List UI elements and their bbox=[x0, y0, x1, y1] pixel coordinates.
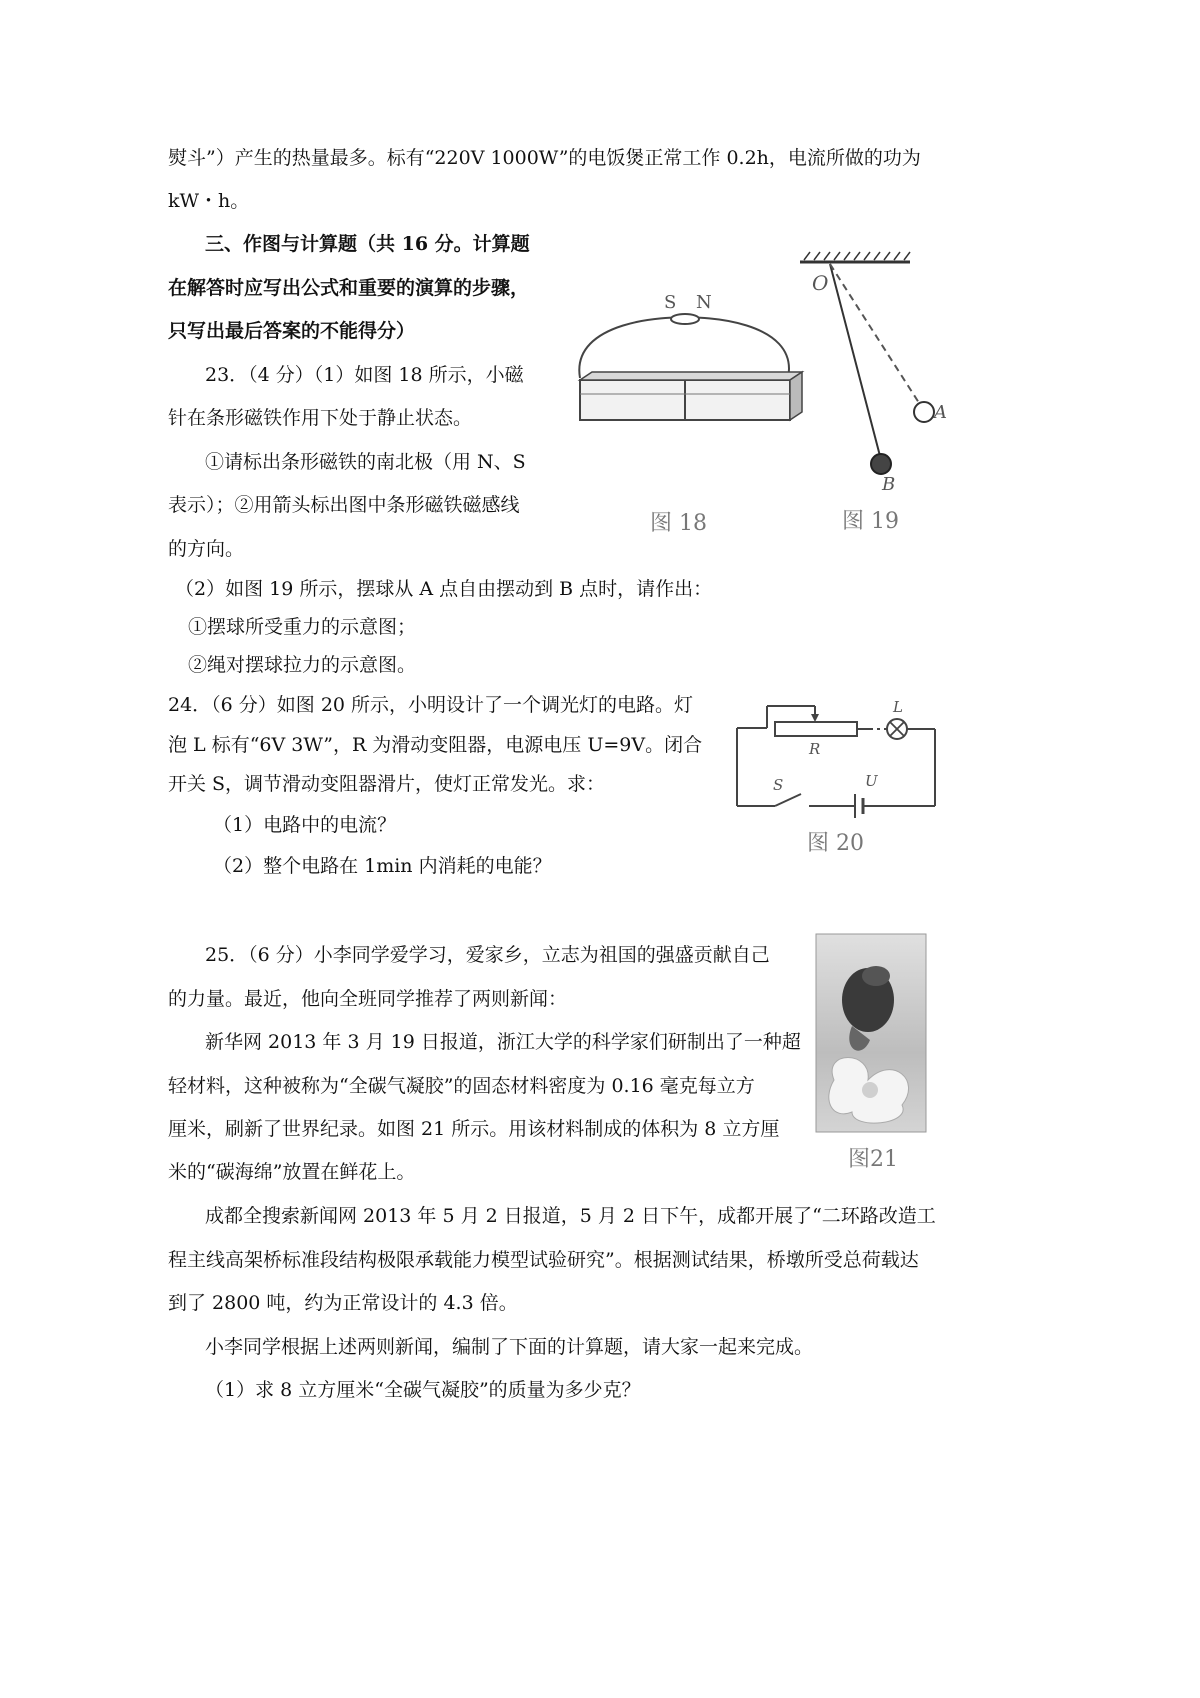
bar-magnet-right bbox=[685, 380, 790, 420]
label-u: U bbox=[865, 772, 878, 790]
label-r: R bbox=[809, 740, 821, 758]
ball-b bbox=[871, 454, 891, 474]
q23-line-1: 23．（4 分）（1）如图 18 所示，小磁 bbox=[205, 364, 524, 386]
text-line-1: 熨斗”）产生的热量最多。标有“220V 1000W”的电饭煲正常工作 0.2h，电流所做的功为 bbox=[168, 147, 921, 169]
q25-line-5: 厘米，刷新了世界纪录。如图 21 所示。用该材料制成的体积为 8 立方厘 bbox=[168, 1118, 780, 1140]
q25-line-11: （1）求 8 立方厘米“全碳气凝胶”的质量为多少克？ bbox=[205, 1379, 641, 1401]
section-heading-2: 在解答时应写出公式和重要的演算的步骤， bbox=[168, 277, 530, 299]
q24-sub-2: （2）整个电路在 1min 内消耗的电能？ bbox=[213, 855, 552, 877]
q25-line-10: 小李同学根据上述两则新闻，编制了下面的计算题，请大家一起来完成。 bbox=[205, 1336, 814, 1358]
q23-part2-line-1: （2）如图 19 所示，摆球从 A 点自由摆动到 B 点时，请作出： bbox=[175, 578, 713, 600]
q25-line-3: 新华网 2013 年 3 月 19 日报道，浙江大学的科学家们研制出了一种超 bbox=[205, 1031, 801, 1053]
q25-line-1: 25．（6 分）小李同学爱学习，爱家乡，立志为祖国的强盛贡献自己 bbox=[205, 944, 770, 966]
q23-part2-line-3: ②绳对摆球拉力的示意图。 bbox=[188, 654, 417, 676]
q23-line-5: 的方向。 bbox=[168, 538, 245, 560]
q23-line-3: ①请标出条形磁铁的南北极（用 N、S bbox=[205, 451, 526, 473]
section-heading-3: 只写出最后答案的不能得分） bbox=[168, 320, 416, 342]
label-l: L bbox=[893, 698, 903, 716]
q25-line-8: 程主线高架桥标准段结构极限承载能力模型试验研究”。根据测试结果，桥墩所受总荷载达 bbox=[168, 1249, 919, 1271]
figure-20 bbox=[725, 690, 945, 860]
q25-line-9: 到了 2800 吨，约为正常设计的 4.3 倍。 bbox=[168, 1292, 518, 1314]
needle-s-label: S bbox=[664, 292, 677, 313]
figure-19 bbox=[790, 250, 947, 560]
q25-line-2: 的力量。最近，他向全班同学推荐了两则新闻： bbox=[168, 988, 568, 1010]
q24-line-3: 开关 S，调节滑动变阻器滑片，使灯正常发光。求： bbox=[168, 773, 606, 795]
figure-21-caption: 图21 bbox=[848, 1147, 898, 1172]
figure-21 bbox=[812, 930, 930, 1180]
q23-line-2: 针在条形磁铁作用下处于静止状态。 bbox=[168, 407, 473, 429]
q24-line-2: 泡 L 标有“6V 3W”，R 为滑动变阻器，电源电压 U=9V。闭合 bbox=[168, 734, 703, 756]
text-line-2: kW・h。 bbox=[168, 190, 250, 212]
q25-line-7: 成都全搜索新闻网 2013 年 5 月 2 日报道，5 月 2 日下午，成都开展了“二环路改造工 bbox=[205, 1205, 936, 1227]
bar-magnet-left bbox=[580, 380, 685, 420]
q23-line-4: 表示）；②用箭头标出图中条形磁铁磁感线 bbox=[168, 494, 520, 516]
needle-n-label: N bbox=[696, 292, 712, 313]
figure-19-caption: 图 19 bbox=[842, 509, 899, 534]
q25-line-4: 轻材料，这种被称为“全碳气凝胶”的固态材料密度为 0.16 毫克每立方 bbox=[168, 1075, 755, 1097]
figure-20-caption: 图 20 bbox=[807, 831, 864, 856]
label-s: S bbox=[773, 776, 784, 794]
figure-18 bbox=[570, 280, 800, 550]
q24-line-1: 24．（6 分）如图 20 所示，小明设计了一个调光灯的电路。灯 bbox=[168, 694, 694, 716]
rheostat-r bbox=[775, 722, 857, 736]
q25-line-6: 米的“碳海绵”放置在鲜花上。 bbox=[168, 1161, 416, 1183]
q23-part2-line-2: ①摆球所受重力的示意图； bbox=[188, 616, 417, 638]
ball-a bbox=[914, 402, 934, 422]
point-b-label: B bbox=[882, 474, 896, 495]
section-heading-1: 三、作图与计算题（共 16 分。计算题 bbox=[205, 233, 530, 255]
figure-18-caption: 图 18 bbox=[650, 511, 707, 536]
point-o-label: O bbox=[812, 271, 829, 295]
point-a-label: A bbox=[934, 402, 947, 423]
q24-sub-1: （1）电路中的电流？ bbox=[213, 814, 397, 836]
